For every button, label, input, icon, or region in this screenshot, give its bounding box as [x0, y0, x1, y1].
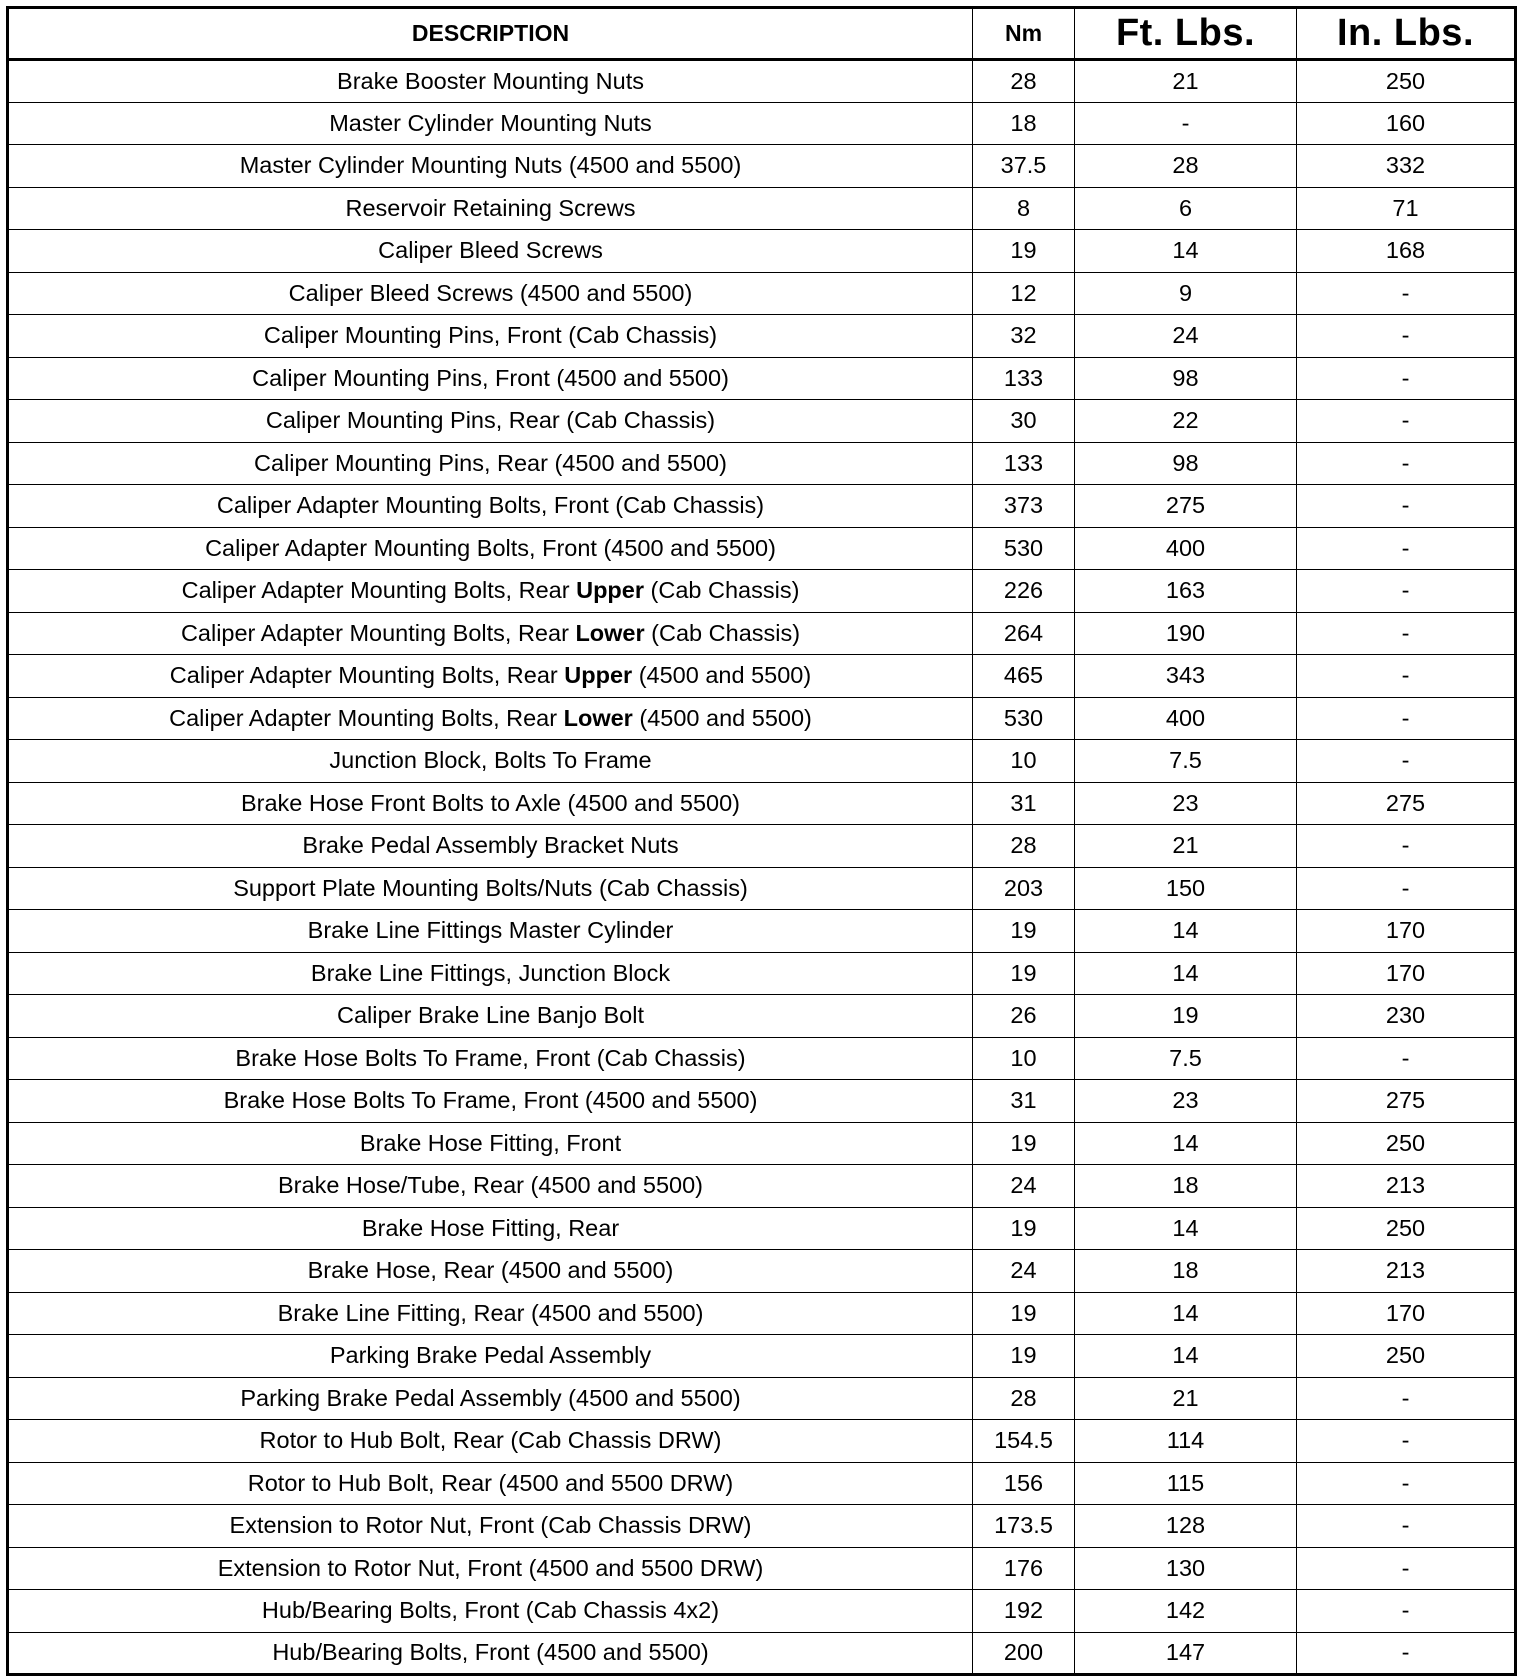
table-row — [8, 910, 1516, 953]
description-text: Caliper Bleed Screws — [378, 237, 603, 264]
description-text: Caliper Adapter Mounting Bolts, Rear — [181, 577, 577, 604]
header-row — [8, 8, 1516, 60]
in-lbs-cell: - — [1297, 1632, 1516, 1675]
nm-cell: 133 — [973, 357, 1075, 400]
table-row — [8, 315, 1516, 358]
in-lbs-cell: 170 — [1297, 910, 1516, 953]
nm-cell: 28 — [973, 825, 1075, 868]
ft-lbs-cell: 21 — [1075, 825, 1297, 868]
description-text: Support Plate Mounting Bolts/Nuts (Cab Chassis) — [233, 874, 748, 901]
nm-cell: 19 — [973, 910, 1075, 953]
in-lbs-cell: 250 — [1297, 1335, 1516, 1378]
ft-lbs-cell: 6 — [1075, 187, 1297, 230]
nm-cell: 8 — [973, 187, 1075, 230]
table-row — [8, 400, 1516, 443]
description-cell — [8, 1377, 973, 1420]
nm-cell: 200 — [973, 1632, 1075, 1675]
table-row — [8, 485, 1516, 528]
ft-lbs-cell: 23 — [1075, 782, 1297, 825]
description-cell — [8, 1165, 973, 1208]
ft-lbs-cell: 130 — [1075, 1547, 1297, 1590]
description-text: Brake Hose Bolts To Frame, Front (Cab Chassis) — [235, 1044, 746, 1071]
description-cell — [8, 867, 973, 910]
ft-lbs-cell: 7.5 — [1075, 740, 1297, 783]
description-text: Caliper Adapter Mounting Bolts, Rear — [169, 704, 564, 731]
description-cell — [8, 1420, 973, 1463]
description-text: Caliper Bleed Screws (4500 and 5500) — [288, 279, 693, 306]
description-cell — [8, 1505, 973, 1548]
table-row — [8, 1462, 1516, 1505]
description-text: (Cab Chassis) — [644, 577, 800, 604]
nm-cell: 154.5 — [973, 1420, 1075, 1463]
description-cell — [8, 570, 973, 613]
nm-cell: 19 — [973, 1335, 1075, 1378]
in-lbs-cell: - — [1297, 655, 1516, 698]
description-text: Brake Booster Mounting Nuts — [337, 67, 644, 94]
table-row — [8, 1207, 1516, 1250]
nm-cell: 30 — [973, 400, 1075, 443]
description-text: Brake Hose Bolts To Frame, Front (4500 and 5500) — [223, 1087, 758, 1114]
ft-lbs-cell: 114 — [1075, 1420, 1297, 1463]
table-row — [8, 1590, 1516, 1633]
description-cell — [8, 442, 973, 485]
ft-lbs-cell: 28 — [1075, 145, 1297, 188]
table-row — [8, 697, 1516, 740]
nm-cell: 226 — [973, 570, 1075, 613]
description-emphasis: Lower — [575, 619, 645, 646]
nm-cell: 203 — [973, 867, 1075, 910]
in-lbs-cell: - — [1297, 867, 1516, 910]
nm-cell: 133 — [973, 442, 1075, 485]
description-cell — [8, 145, 973, 188]
table-row — [8, 1505, 1516, 1548]
description-cell — [8, 400, 973, 443]
description-emphasis: Lower — [563, 704, 633, 731]
description-cell — [8, 230, 973, 273]
header-description: DESCRIPTION — [8, 8, 973, 60]
ft-lbs-cell: 14 — [1075, 1335, 1297, 1378]
nm-cell: 176 — [973, 1547, 1075, 1590]
in-lbs-cell: - — [1297, 527, 1516, 570]
description-text: Extension to Rotor Nut, Front (Cab Chassis DRW) — [229, 1512, 752, 1539]
nm-cell: 19 — [973, 1292, 1075, 1335]
description-emphasis: Upper — [564, 662, 633, 689]
in-lbs-cell: - — [1297, 400, 1516, 443]
nm-cell: 18 — [973, 102, 1075, 145]
table-row — [8, 867, 1516, 910]
in-lbs-cell: 213 — [1297, 1250, 1516, 1293]
table-row — [8, 995, 1516, 1038]
table-row — [8, 1632, 1516, 1675]
ft-lbs-cell: 14 — [1075, 910, 1297, 953]
ft-lbs-cell: 400 — [1075, 697, 1297, 740]
table-row — [8, 230, 1516, 273]
in-lbs-cell: - — [1297, 1420, 1516, 1463]
ft-lbs-cell: 190 — [1075, 612, 1297, 655]
table-row — [8, 612, 1516, 655]
table-row — [8, 442, 1516, 485]
in-lbs-cell: 71 — [1297, 187, 1516, 230]
in-lbs-cell: - — [1297, 485, 1516, 528]
ft-lbs-cell: 98 — [1075, 357, 1297, 400]
torque-spec-table — [6, 6, 1517, 1676]
nm-cell: 28 — [973, 1377, 1075, 1420]
description-text: Brake Hose Fitting, Front — [359, 1129, 622, 1156]
nm-cell: 373 — [973, 485, 1075, 528]
description-text: Brake Hose Fitting, Rear — [361, 1214, 620, 1241]
table-row — [8, 655, 1516, 698]
description-cell — [8, 102, 973, 145]
ft-lbs-cell: 14 — [1075, 1207, 1297, 1250]
ft-lbs-cell: 22 — [1075, 400, 1297, 443]
description-cell — [8, 910, 973, 953]
in-lbs-cell: 168 — [1297, 230, 1516, 273]
ft-lbs-cell: 98 — [1075, 442, 1297, 485]
ft-lbs-cell: - — [1075, 102, 1297, 145]
description-cell — [8, 1547, 973, 1590]
table-row — [8, 570, 1516, 613]
nm-cell: 31 — [973, 782, 1075, 825]
description-text: Reservoir Retaining Screws — [345, 194, 636, 221]
in-lbs-cell: 250 — [1297, 1122, 1516, 1165]
description-text: Rotor to Hub Bolt, Rear (4500 and 5500 DRW) — [247, 1469, 734, 1496]
nm-cell: 24 — [973, 1250, 1075, 1293]
table-row — [8, 60, 1516, 103]
ft-lbs-cell: 142 — [1075, 1590, 1297, 1633]
description-text: Caliper Adapter Mounting Bolts, Rear — [169, 662, 565, 689]
in-lbs-cell: 275 — [1297, 1080, 1516, 1123]
ft-lbs-cell: 163 — [1075, 570, 1297, 613]
description-text: Parking Brake Pedal Assembly — [329, 1342, 652, 1369]
description-text: Brake Hose, Rear (4500 and 5500) — [307, 1257, 674, 1284]
nm-cell: 19 — [973, 1207, 1075, 1250]
table-body — [8, 60, 1516, 1675]
nm-cell: 465 — [973, 655, 1075, 698]
in-lbs-cell: - — [1297, 272, 1516, 315]
description-cell — [8, 527, 973, 570]
description-text: Brake Line Fittings Master Cylinder — [307, 917, 674, 944]
description-text: Caliper Mounting Pins, Rear (Cab Chassis) — [265, 407, 716, 434]
description-emphasis: Upper — [576, 577, 644, 604]
nm-cell: 31 — [973, 1080, 1075, 1123]
in-lbs-cell: - — [1297, 570, 1516, 613]
ft-lbs-cell: 150 — [1075, 867, 1297, 910]
description-cell — [8, 1037, 973, 1080]
in-lbs-cell: - — [1297, 442, 1516, 485]
in-lbs-cell: 250 — [1297, 60, 1516, 103]
description-cell — [8, 952, 973, 995]
table-row — [8, 1292, 1516, 1335]
nm-cell: 530 — [973, 697, 1075, 740]
table-row — [8, 102, 1516, 145]
description-text: (4500 and 5500) — [632, 662, 812, 689]
description-text: (Cab Chassis) — [644, 619, 801, 646]
description-cell — [8, 697, 973, 740]
description-cell — [8, 187, 973, 230]
table-row — [8, 527, 1516, 570]
description-cell — [8, 1207, 973, 1250]
ft-lbs-cell: 14 — [1075, 1292, 1297, 1335]
description-text: Parking Brake Pedal Assembly (4500 and 5500) — [240, 1384, 741, 1411]
table-row — [8, 825, 1516, 868]
description-cell — [8, 1462, 973, 1505]
description-cell — [8, 1335, 973, 1378]
nm-cell: 12 — [973, 272, 1075, 315]
description-text: Brake Pedal Assembly Bracket Nuts — [302, 832, 679, 859]
in-lbs-cell: 160 — [1297, 102, 1516, 145]
description-text: Caliper Mounting Pins, Rear (4500 and 5500) — [254, 449, 727, 476]
nm-cell: 530 — [973, 527, 1075, 570]
description-text: Brake Hose/Tube, Rear (4500 and 5500) — [278, 1172, 703, 1199]
description-text: Caliper Mounting Pins, Front (4500 and 5500) — [252, 364, 729, 391]
nm-cell: 26 — [973, 995, 1075, 1038]
nm-cell: 19 — [973, 952, 1075, 995]
description-text: Hub/Bearing Bolts, Front (Cab Chassis 4x2) — [261, 1597, 720, 1624]
in-lbs-cell: 230 — [1297, 995, 1516, 1038]
nm-cell: 24 — [973, 1165, 1075, 1208]
description-text: Caliper Adapter Mounting Bolts, Front (4500 and 5500) — [205, 534, 776, 561]
ft-lbs-cell: 147 — [1075, 1632, 1297, 1675]
in-lbs-cell: - — [1297, 697, 1516, 740]
table-row — [8, 145, 1516, 188]
nm-cell: 32 — [973, 315, 1075, 358]
description-text: Master Cylinder Mounting Nuts — [329, 109, 652, 136]
description-cell — [8, 1250, 973, 1293]
ft-lbs-cell: 21 — [1075, 1377, 1297, 1420]
description-cell — [8, 825, 973, 868]
in-lbs-cell: - — [1297, 612, 1516, 655]
nm-cell: 173.5 — [973, 1505, 1075, 1548]
nm-cell: 19 — [973, 1122, 1075, 1165]
nm-cell: 264 — [973, 612, 1075, 655]
ft-lbs-cell: 128 — [1075, 1505, 1297, 1548]
table-row — [8, 272, 1516, 315]
ft-lbs-cell: 18 — [1075, 1165, 1297, 1208]
description-cell — [8, 612, 973, 655]
description-text: Brake Line Fitting, Rear (4500 and 5500) — [277, 1299, 704, 1326]
in-lbs-cell: - — [1297, 1462, 1516, 1505]
ft-lbs-cell: 14 — [1075, 952, 1297, 995]
in-lbs-cell: 275 — [1297, 782, 1516, 825]
description-cell — [8, 485, 973, 528]
nm-cell: 37.5 — [973, 145, 1075, 188]
nm-cell: 28 — [973, 60, 1075, 103]
nm-cell: 156 — [973, 1462, 1075, 1505]
description-cell — [8, 60, 973, 103]
ft-lbs-cell: 21 — [1075, 60, 1297, 103]
description-cell — [8, 995, 973, 1038]
in-lbs-cell: 332 — [1297, 145, 1516, 188]
description-cell — [8, 655, 973, 698]
table-row — [8, 782, 1516, 825]
ft-lbs-cell: 19 — [1075, 995, 1297, 1038]
ft-lbs-cell: 23 — [1075, 1080, 1297, 1123]
description-text: Master Cylinder Mounting Nuts (4500 and 5500) — [239, 152, 742, 179]
table-row — [8, 357, 1516, 400]
table-row — [8, 1122, 1516, 1165]
ft-lbs-cell: 14 — [1075, 1122, 1297, 1165]
description-text: Caliper Mounting Pins, Front (Cab Chassis) — [263, 322, 718, 349]
in-lbs-cell: - — [1297, 825, 1516, 868]
in-lbs-cell: - — [1297, 1590, 1516, 1633]
description-text: Hub/Bearing Bolts, Front (4500 and 5500) — [272, 1639, 709, 1666]
nm-cell: 19 — [973, 230, 1075, 273]
description-text: Caliper Brake Line Banjo Bolt — [337, 1002, 644, 1029]
ft-lbs-cell: 400 — [1075, 527, 1297, 570]
description-text: (4500 and 5500) — [632, 704, 812, 731]
ft-lbs-cell: 343 — [1075, 655, 1297, 698]
in-lbs-cell: 170 — [1297, 1292, 1516, 1335]
description-cell — [8, 315, 973, 358]
table-row — [8, 1250, 1516, 1293]
description-text: Caliper Adapter Mounting Bolts, Rear — [180, 619, 576, 646]
in-lbs-cell: - — [1297, 1547, 1516, 1590]
in-lbs-cell: 250 — [1297, 1207, 1516, 1250]
description-cell — [8, 740, 973, 783]
table-row — [8, 1377, 1516, 1420]
description-text: Caliper Adapter Mounting Bolts, Front (Cab Chassis) — [216, 492, 765, 519]
table-row — [8, 740, 1516, 783]
in-lbs-cell: - — [1297, 740, 1516, 783]
table-row — [8, 1335, 1516, 1378]
description-text: Extension to Rotor Nut, Front (4500 and 5500 DRW) — [217, 1554, 764, 1581]
description-cell — [8, 1292, 973, 1335]
description-cell — [8, 1590, 973, 1633]
ft-lbs-cell: 115 — [1075, 1462, 1297, 1505]
ft-lbs-cell: 14 — [1075, 230, 1297, 273]
nm-cell: 192 — [973, 1590, 1075, 1633]
table-row — [8, 1165, 1516, 1208]
in-lbs-cell: - — [1297, 1505, 1516, 1548]
ft-lbs-cell: 7.5 — [1075, 1037, 1297, 1080]
header-in-lbs: In. Lbs. — [1297, 8, 1516, 60]
table-row — [8, 187, 1516, 230]
header-nm: Nm — [973, 8, 1075, 60]
description-text: Rotor to Hub Bolt, Rear (Cab Chassis DRW) — [259, 1427, 722, 1454]
description-text: Brake Line Fittings, Junction Block — [310, 959, 671, 986]
table-row — [8, 952, 1516, 995]
ft-lbs-cell: 275 — [1075, 485, 1297, 528]
description-cell — [8, 272, 973, 315]
nm-cell: 10 — [973, 740, 1075, 783]
description-cell — [8, 1080, 973, 1123]
in-lbs-cell: - — [1297, 1037, 1516, 1080]
in-lbs-cell: 170 — [1297, 952, 1516, 995]
description-text: Junction Block, Bolts To Frame — [329, 747, 652, 774]
ft-lbs-cell: 18 — [1075, 1250, 1297, 1293]
table-row — [8, 1547, 1516, 1590]
in-lbs-cell: 213 — [1297, 1165, 1516, 1208]
header-ft-lbs: Ft. Lbs. — [1075, 8, 1297, 60]
in-lbs-cell: - — [1297, 357, 1516, 400]
ft-lbs-cell: 9 — [1075, 272, 1297, 315]
description-cell — [8, 1122, 973, 1165]
description-cell — [8, 1632, 973, 1675]
description-cell — [8, 782, 973, 825]
table-row — [8, 1037, 1516, 1080]
in-lbs-cell: - — [1297, 1377, 1516, 1420]
table-row — [8, 1420, 1516, 1463]
table-row — [8, 1080, 1516, 1123]
description-cell — [8, 357, 973, 400]
ft-lbs-cell: 24 — [1075, 315, 1297, 358]
in-lbs-cell: - — [1297, 315, 1516, 358]
description-text: Brake Hose Front Bolts to Axle (4500 and 5500) — [240, 789, 740, 816]
nm-cell: 10 — [973, 1037, 1075, 1080]
